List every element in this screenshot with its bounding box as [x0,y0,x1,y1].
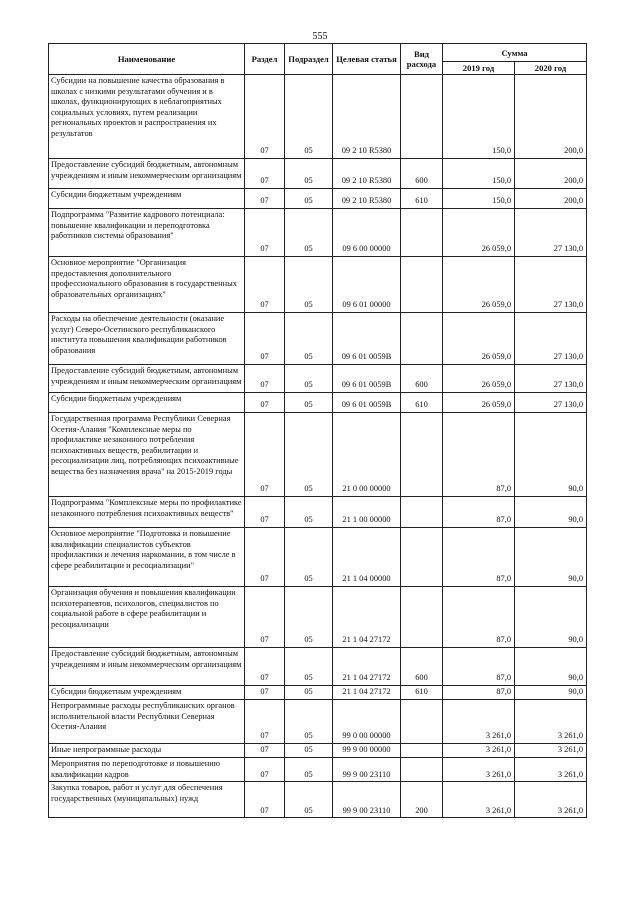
budget-table [48,43,587,818]
row-target-article: 99 9 00 23110 [333,782,401,818]
row-name: Субсидии бюджетным учреждениям [49,393,245,413]
row-sum-2020: 90,0 [515,587,587,648]
row-sum-2019: 26 059,0 [443,257,515,313]
row-name: Мероприятия по переподготовке и повышению квалификации кадров [49,758,245,782]
row-sum-2019: 87,0 [443,497,515,528]
row-sum-2020: 3 261,0 [515,758,587,782]
row-target-article: 99 9 00 23110 [333,758,401,782]
table-row [49,393,587,413]
row-subsection: 05 [285,257,333,313]
table-row [49,744,587,758]
row-name: Расходы на обеспечение деятельности (оказание услуг) Северо-Осетинского республиканского института повышения квалификации работников образования [49,313,245,365]
row-subsection: 05 [285,393,333,413]
row-sum-2020: 200,0 [515,189,587,209]
row-subsection: 05 [285,648,333,686]
row-target-article: 09 2 10 R5380 [333,189,401,209]
row-sum-2020: 3 261,0 [515,700,587,744]
row-expense-type: 200 [401,782,443,818]
row-sum-2019: 26 059,0 [443,313,515,365]
row-subsection: 05 [285,159,333,189]
row-sum-2019: 26 059,0 [443,209,515,257]
row-expense-type [401,587,443,648]
row-expense-type: 600 [401,365,443,393]
row-name: Предоставление субсидий бюджетным, автономным учреждениям и иным некоммерческим организациям [49,365,245,393]
row-target-article: 21 1 04 00000 [333,528,401,587]
row-target-article: 09 6 01 0059В [333,393,401,413]
row-subsection: 05 [285,365,333,393]
row-section: 07 [245,648,285,686]
row-section: 07 [245,189,285,209]
table-row [49,313,587,365]
table-row [49,686,587,700]
row-name: Субсидии бюджетным учреждениям [49,686,245,700]
table-row [49,365,587,393]
row-section: 07 [245,758,285,782]
row-target-article: 99 0 00 00000 [333,700,401,744]
row-section: 07 [245,744,285,758]
row-sum-2019: 3 261,0 [443,700,515,744]
table-row [49,648,587,686]
row-expense-type: 600 [401,159,443,189]
row-sum-2020: 3 261,0 [515,744,587,758]
row-section: 07 [245,528,285,587]
row-sum-2020: 200,0 [515,75,587,159]
row-expense-type [401,497,443,528]
row-sum-2019: 3 261,0 [443,744,515,758]
row-expense-type: 610 [401,393,443,413]
header-expense-type: Вид расхода [401,44,443,75]
row-section: 07 [245,75,285,159]
row-section: 07 [245,159,285,189]
row-sum-2019: 87,0 [443,587,515,648]
table-row [49,782,587,818]
row-name: Предоставление субсидий бюджетным, автономным учреждениям и иным некоммерческим организациям [49,648,245,686]
row-sum-2020: 90,0 [515,528,587,587]
row-section: 07 [245,393,285,413]
row-target-article: 99 9 00 00000 [333,744,401,758]
row-sum-2020: 90,0 [515,648,587,686]
row-target-article: 09 6 01 0059В [333,365,401,393]
row-target-article: 21 1 04 27172 [333,648,401,686]
header-target-article: Целевая статья [333,44,401,75]
row-subsection: 05 [285,413,333,497]
table-row [49,75,587,159]
row-section: 07 [245,686,285,700]
row-sum-2019: 87,0 [443,528,515,587]
row-sum-2020: 200,0 [515,159,587,189]
row-subsection: 05 [285,497,333,528]
table-row [49,257,587,313]
row-target-article: 09 6 00 00000 [333,209,401,257]
row-target-article: 09 6 01 0059В [333,313,401,365]
row-target-article: 21 0 00 00000 [333,413,401,497]
row-expense-type [401,209,443,257]
row-sum-2019: 87,0 [443,413,515,497]
row-subsection: 05 [285,758,333,782]
row-name: Подпрограмма "Комплексные меры по профилактике незаконного потребления психоактивных веществ" [49,497,245,528]
row-name: Основное мероприятие "Подготовка и повышение квалификации специалистов субъектов профилактики и лечения наркомании, в том числе в сфере реабилитации и ресоциализации" [49,528,245,587]
table-row [49,159,587,189]
row-sum-2020: 27 130,0 [515,209,587,257]
row-name: Основное мероприятие "Организация предоставления дополнительного профессионального образования в государственных образовательных организациях" [49,257,245,313]
row-name: Подпрограмма "Развитие кадрового потенциала: повышение квалификации и переподготовка работников системы образования" [49,209,245,257]
row-target-article: 21 1 04 27172 [333,587,401,648]
row-sum-2020: 27 130,0 [515,393,587,413]
row-name: Государственная программа Республики Северная Осетия-Алания "Комплексные меры по профилактике незаконного потребления психоактивных веществ, реабилитации и ресоциализации лиц, потребляющих психоактивные вещества без назначения врача" на 2015-2019 годы [49,413,245,497]
row-subsection: 05 [285,189,333,209]
header-name: Наименование [49,44,245,75]
row-name: Субсидии бюджетным учреждениям [49,189,245,209]
table-row [49,758,587,782]
row-subsection: 05 [285,209,333,257]
row-expense-type [401,413,443,497]
row-target-article: 21 1 00 00000 [333,497,401,528]
row-expense-type: 610 [401,686,443,700]
row-name: Иные непрограммные расходы [49,744,245,758]
header-subsection: Подраздел [285,44,333,75]
header-year-2020: 2020 год [515,62,587,75]
row-name: Непрограммные расходы республиканских органов исполнительной власти Республики Северная Осетия-Алания [49,700,245,744]
row-section: 07 [245,700,285,744]
row-sum-2020: 27 130,0 [515,365,587,393]
table-row [49,209,587,257]
row-sum-2020: 3 261,0 [515,782,587,818]
row-sum-2019: 150,0 [443,189,515,209]
row-expense-type [401,75,443,159]
row-sum-2019: 87,0 [443,686,515,700]
row-subsection: 05 [285,782,333,818]
row-sum-2019: 26 059,0 [443,365,515,393]
header-section: Раздел [245,44,285,75]
row-section: 07 [245,257,285,313]
row-expense-type [401,528,443,587]
table-row [49,189,587,209]
row-sum-2019: 26 059,0 [443,393,515,413]
row-sum-2020: 90,0 [515,686,587,700]
row-expense-type [401,758,443,782]
row-section: 07 [245,209,285,257]
row-sum-2020: 90,0 [515,413,587,497]
row-subsection: 05 [285,75,333,159]
row-section: 07 [245,587,285,648]
row-section: 07 [245,497,285,528]
row-expense-type [401,313,443,365]
row-subsection: 05 [285,313,333,365]
row-subsection: 05 [285,700,333,744]
table-body [49,75,587,818]
row-target-article: 09 2 10 R5380 [333,159,401,189]
page-number: 555 [312,31,328,42]
row-sum-2020: 27 130,0 [515,313,587,365]
row-target-article: 09 6 01 00000 [333,257,401,313]
row-name: Субсидии на повышение качества образования в школах с низкими результатами обучения и в школах, функционирующих в неблагоприятных социальных условиях, путем реализации региональных проектов и распространения их результатов [49,75,245,159]
table-row [49,528,587,587]
row-section: 07 [245,313,285,365]
row-target-article: 21 1 04 27172 [333,686,401,700]
row-expense-type: 610 [401,189,443,209]
row-sum-2020: 90,0 [515,497,587,528]
row-expense-type [401,700,443,744]
table-row [49,413,587,497]
table-row [49,700,587,744]
row-sum-2019: 150,0 [443,159,515,189]
row-expense-type [401,257,443,313]
row-sum-2019: 87,0 [443,648,515,686]
row-name: Организация обучения и повышения квалификации психотерапевтов, психологов, специалистов по социальной работе в сфере реабилитации и ресоциализации [49,587,245,648]
row-subsection: 05 [285,686,333,700]
row-section: 07 [245,365,285,393]
row-name: Предоставление субсидий бюджетным, автономным учреждениям и иным некоммерческим организациям [49,159,245,189]
row-sum-2019: 3 261,0 [443,782,515,818]
row-section: 07 [245,413,285,497]
row-subsection: 05 [285,528,333,587]
row-expense-type: 600 [401,648,443,686]
row-subsection: 05 [285,587,333,648]
row-expense-type [401,744,443,758]
row-sum-2019: 3 261,0 [443,758,515,782]
row-target-article: 09 2 10 R5380 [333,75,401,159]
table-row [49,497,587,528]
header-sum: Сумма [443,44,587,62]
row-name: Закупка товаров, работ и услуг для обеспечения государственных (муниципальных) нужд [49,782,245,818]
header-year-2019: 2019 год [443,62,515,75]
row-section: 07 [245,782,285,818]
row-subsection: 05 [285,744,333,758]
row-sum-2019: 150,0 [443,75,515,159]
table-row [49,587,587,648]
row-sum-2020: 27 130,0 [515,257,587,313]
